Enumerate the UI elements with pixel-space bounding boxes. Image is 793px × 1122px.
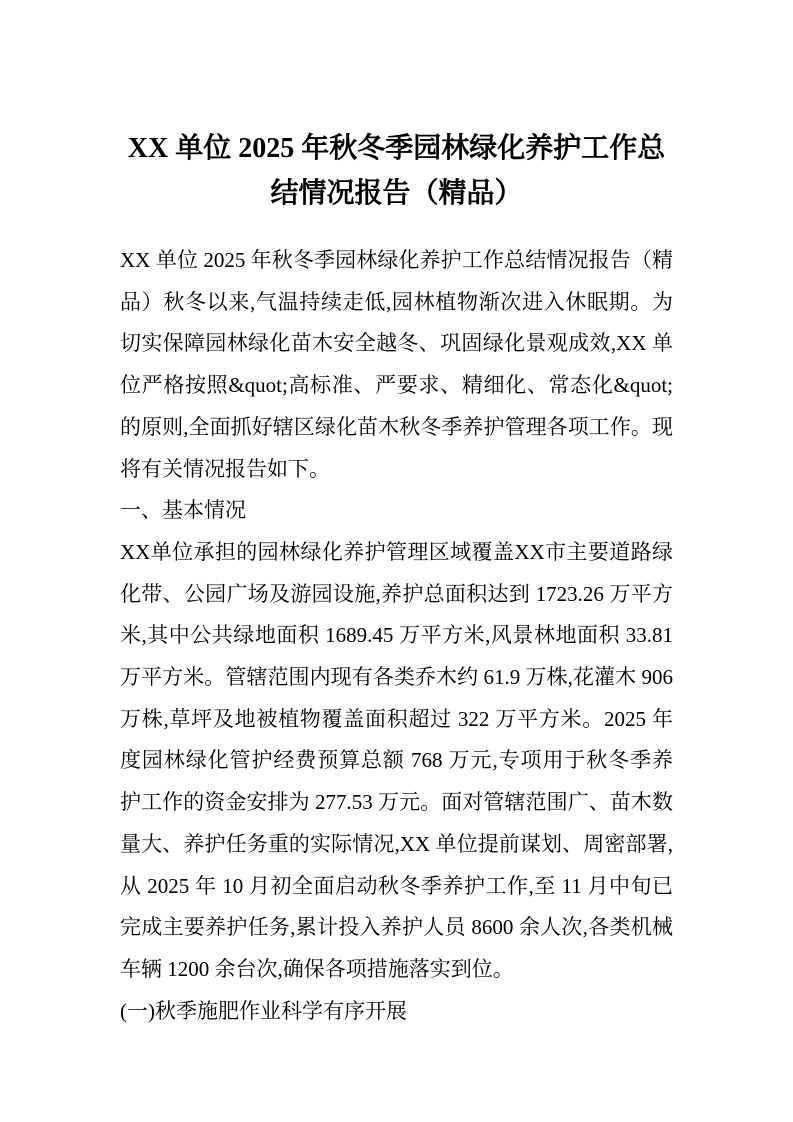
title-line: XX 单位 2025 年秋冬季园林绿化养护工作总 (127, 133, 666, 164)
title-line: 结情况报告（精品） (270, 178, 523, 209)
text-line: XX单位承担的园林绿化养护管理区域覆盖XX市主要道路绿 (120, 539, 673, 564)
text-line: 万株,草坪及地被植物覆盖面积超过 322 万平方米。2025 年 (120, 706, 673, 731)
text-line: 从 2025 年 10 月初全面启动秋冬季养护工作,至 11 月中旬已 (120, 873, 673, 898)
document-body (120, 240, 673, 1032)
text-line: 米,其中公共绿地面积 1689.45 万平方米,风景林地面积 33.81 (120, 623, 673, 648)
text-line: 车辆 1200 余台次,确保各项措施落实到位。 (120, 956, 514, 981)
text-line: 位严格按照&quot;高标准、严要求、精细化、常态化&quot; (120, 373, 673, 398)
text-line: 度园林绿化管护经费预算总额 768 万元,专项用于秋冬季养 (120, 748, 673, 773)
paragraph-subsection-1-heading (120, 991, 673, 1033)
text-line: 万平方米。管辖范围内现有各类乔木约 61.9 万株,花灌木 906 (120, 665, 673, 690)
paragraph-section-1-body (120, 532, 673, 991)
text-line: 化带、公园广场及游园设施,养护总面积达到 1723.26 万平方 (120, 581, 673, 606)
text-line: 将有关情况报告如下。 (120, 456, 330, 481)
text-line: 的原则,全面抓好辖区绿化苗木秋冬季养护管理各项工作。现 (120, 414, 673, 439)
text-line: 切实保障园林绿化苗木安全越冬、巩固绿化景观成效,XX 单 (120, 331, 673, 356)
paragraph-intro (120, 240, 673, 490)
text-line: (一)秋季施肥作业科学有序开展 (120, 998, 407, 1023)
paragraph-section-1-heading (120, 490, 673, 532)
document-title (120, 126, 673, 216)
text-line: 量大、养护任务重的实际情况,XX 单位提前谋划、周密部署, (120, 831, 673, 856)
text-line: 品）秋冬以来,气温持续走低,园林植物渐次进入休眠期。为 (120, 289, 673, 314)
text-line: 一、基本情况 (120, 498, 246, 523)
text-line: 护工作的资金安排为 277.53 万元。面对管辖范围广、苗木数 (120, 790, 673, 815)
text-line: 完成主要养护任务,累计投入养护人员 8600 余人次,各类机械 (120, 915, 673, 940)
text-line: XX 单位 2025 年秋冬季园林绿化养护工作总结情况报告（精 (120, 248, 673, 272)
